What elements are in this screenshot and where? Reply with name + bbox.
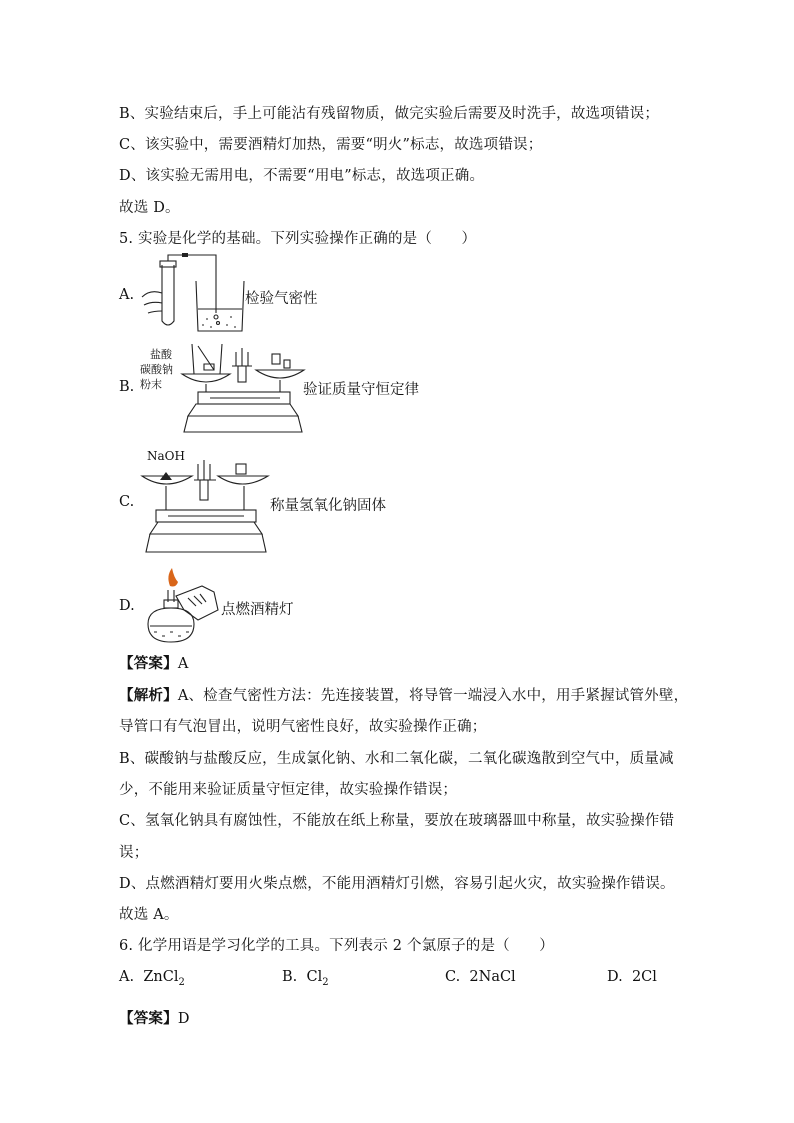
- option-d-caption: 点燃酒精灯: [221, 602, 294, 618]
- balance-naoh-illustration: [140, 462, 270, 554]
- option-d-letter: D.: [119, 598, 135, 614]
- label-hydrochloric-acid: 盐酸: [150, 348, 172, 361]
- q6-option-a-letter: A.: [119, 969, 135, 985]
- option-a-letter: A.: [119, 287, 135, 303]
- analysis-line-b2: 少，不能用来验证质量守恒定律，故实验操作错误；: [119, 782, 458, 798]
- q6-option-d: [607, 969, 657, 985]
- analysis-line-a2: 导管口有气泡冒出，说明气密性良好，故实验操作正确；: [119, 719, 487, 735]
- analysis-line-c2: 误；: [119, 845, 149, 861]
- q6-option-c-formula: 2NaCl: [469, 969, 516, 985]
- explanation-line-b: B、实验结束后，手上可能沾有残留物质，做完实验后需要及时洗手，故选项错误；: [119, 106, 660, 122]
- analysis-line-a1: [119, 686, 688, 706]
- explanation-line-d: D、该实验无需用电，不需要“用电”标志，故选项正确。: [119, 168, 485, 184]
- label-powder: 粉末: [140, 378, 162, 391]
- q6-option-d-letter: D.: [607, 969, 623, 985]
- analysis-line-b1: B、碳酸钠与盐酸反应，生成氯化钠、水和二氧化碳，二氧化碳逸散到空气中，质量减: [119, 751, 674, 767]
- option-c-letter: C.: [119, 494, 135, 510]
- answer-6: [119, 1009, 190, 1029]
- alcohol-lamp-illustration: [140, 566, 225, 644]
- option-c-caption: 称量氢氧化钠固体: [270, 498, 386, 514]
- q6-option-a-subscript: 2: [178, 977, 185, 988]
- analysis-line-c1: C、氢氧化钠具有腐蚀性，不能放在纸上称量，要放在玻璃器皿中称量，故实验操作错: [119, 813, 675, 829]
- q6-option-b: [282, 969, 329, 988]
- option-b-caption: 验证质量守恒定律: [303, 382, 419, 398]
- answer-value: A: [177, 656, 189, 672]
- label-naoh: NaOH: [147, 449, 185, 463]
- q6-option-b-subscript: 2: [322, 977, 329, 988]
- label-sodium-carbonate: 碳酸钠: [140, 363, 173, 376]
- question-6-stem: 6. 化学用语是学习化学的工具。下列表示 2 个氯原子的是（ ）: [119, 938, 554, 954]
- q6-option-b-formula: Cl: [306, 969, 323, 985]
- answer-tag: 【答案】: [119, 655, 178, 672]
- answer-6-value: D: [177, 1011, 190, 1027]
- option-a-caption: 检验气密性: [245, 291, 318, 307]
- q6-option-c: [445, 969, 516, 985]
- answer-5: [119, 654, 188, 674]
- analysis-text-a1: A、检查气密性方法：先连接装置，将导管一端浸入水中，用手紧握试管外壁，: [177, 688, 689, 704]
- conclusion-line: 故选 D。: [119, 200, 180, 216]
- airtightness-apparatus-illustration: [138, 255, 248, 335]
- q6-option-a-formula: ZnCl: [143, 969, 179, 985]
- explanation-line-c: C、该实验中，需要酒精灯加热，需要“明火”标志，故选项错误；: [119, 137, 543, 153]
- q6-option-a: [119, 969, 185, 988]
- q6-option-b-letter: B.: [282, 969, 298, 985]
- q6-option-c-letter: C.: [445, 969, 461, 985]
- balance-beaker-illustration: [180, 340, 305, 435]
- analysis-conclusion: 故选 A。: [119, 907, 179, 923]
- option-b-letter: B.: [119, 379, 135, 395]
- question-5-stem: 5. 实验是化学的基础。下列实验操作正确的是（ ）: [119, 231, 477, 247]
- analysis-line-d1: D、点燃酒精灯要用火柴点燃，不能用酒精灯引燃，容易引起火灾，故实验操作错误。: [119, 876, 675, 892]
- analysis-tag: 【解析】: [119, 687, 178, 704]
- answer-6-tag: 【答案】: [119, 1010, 178, 1027]
- q6-option-d-formula: 2Cl: [631, 969, 657, 985]
